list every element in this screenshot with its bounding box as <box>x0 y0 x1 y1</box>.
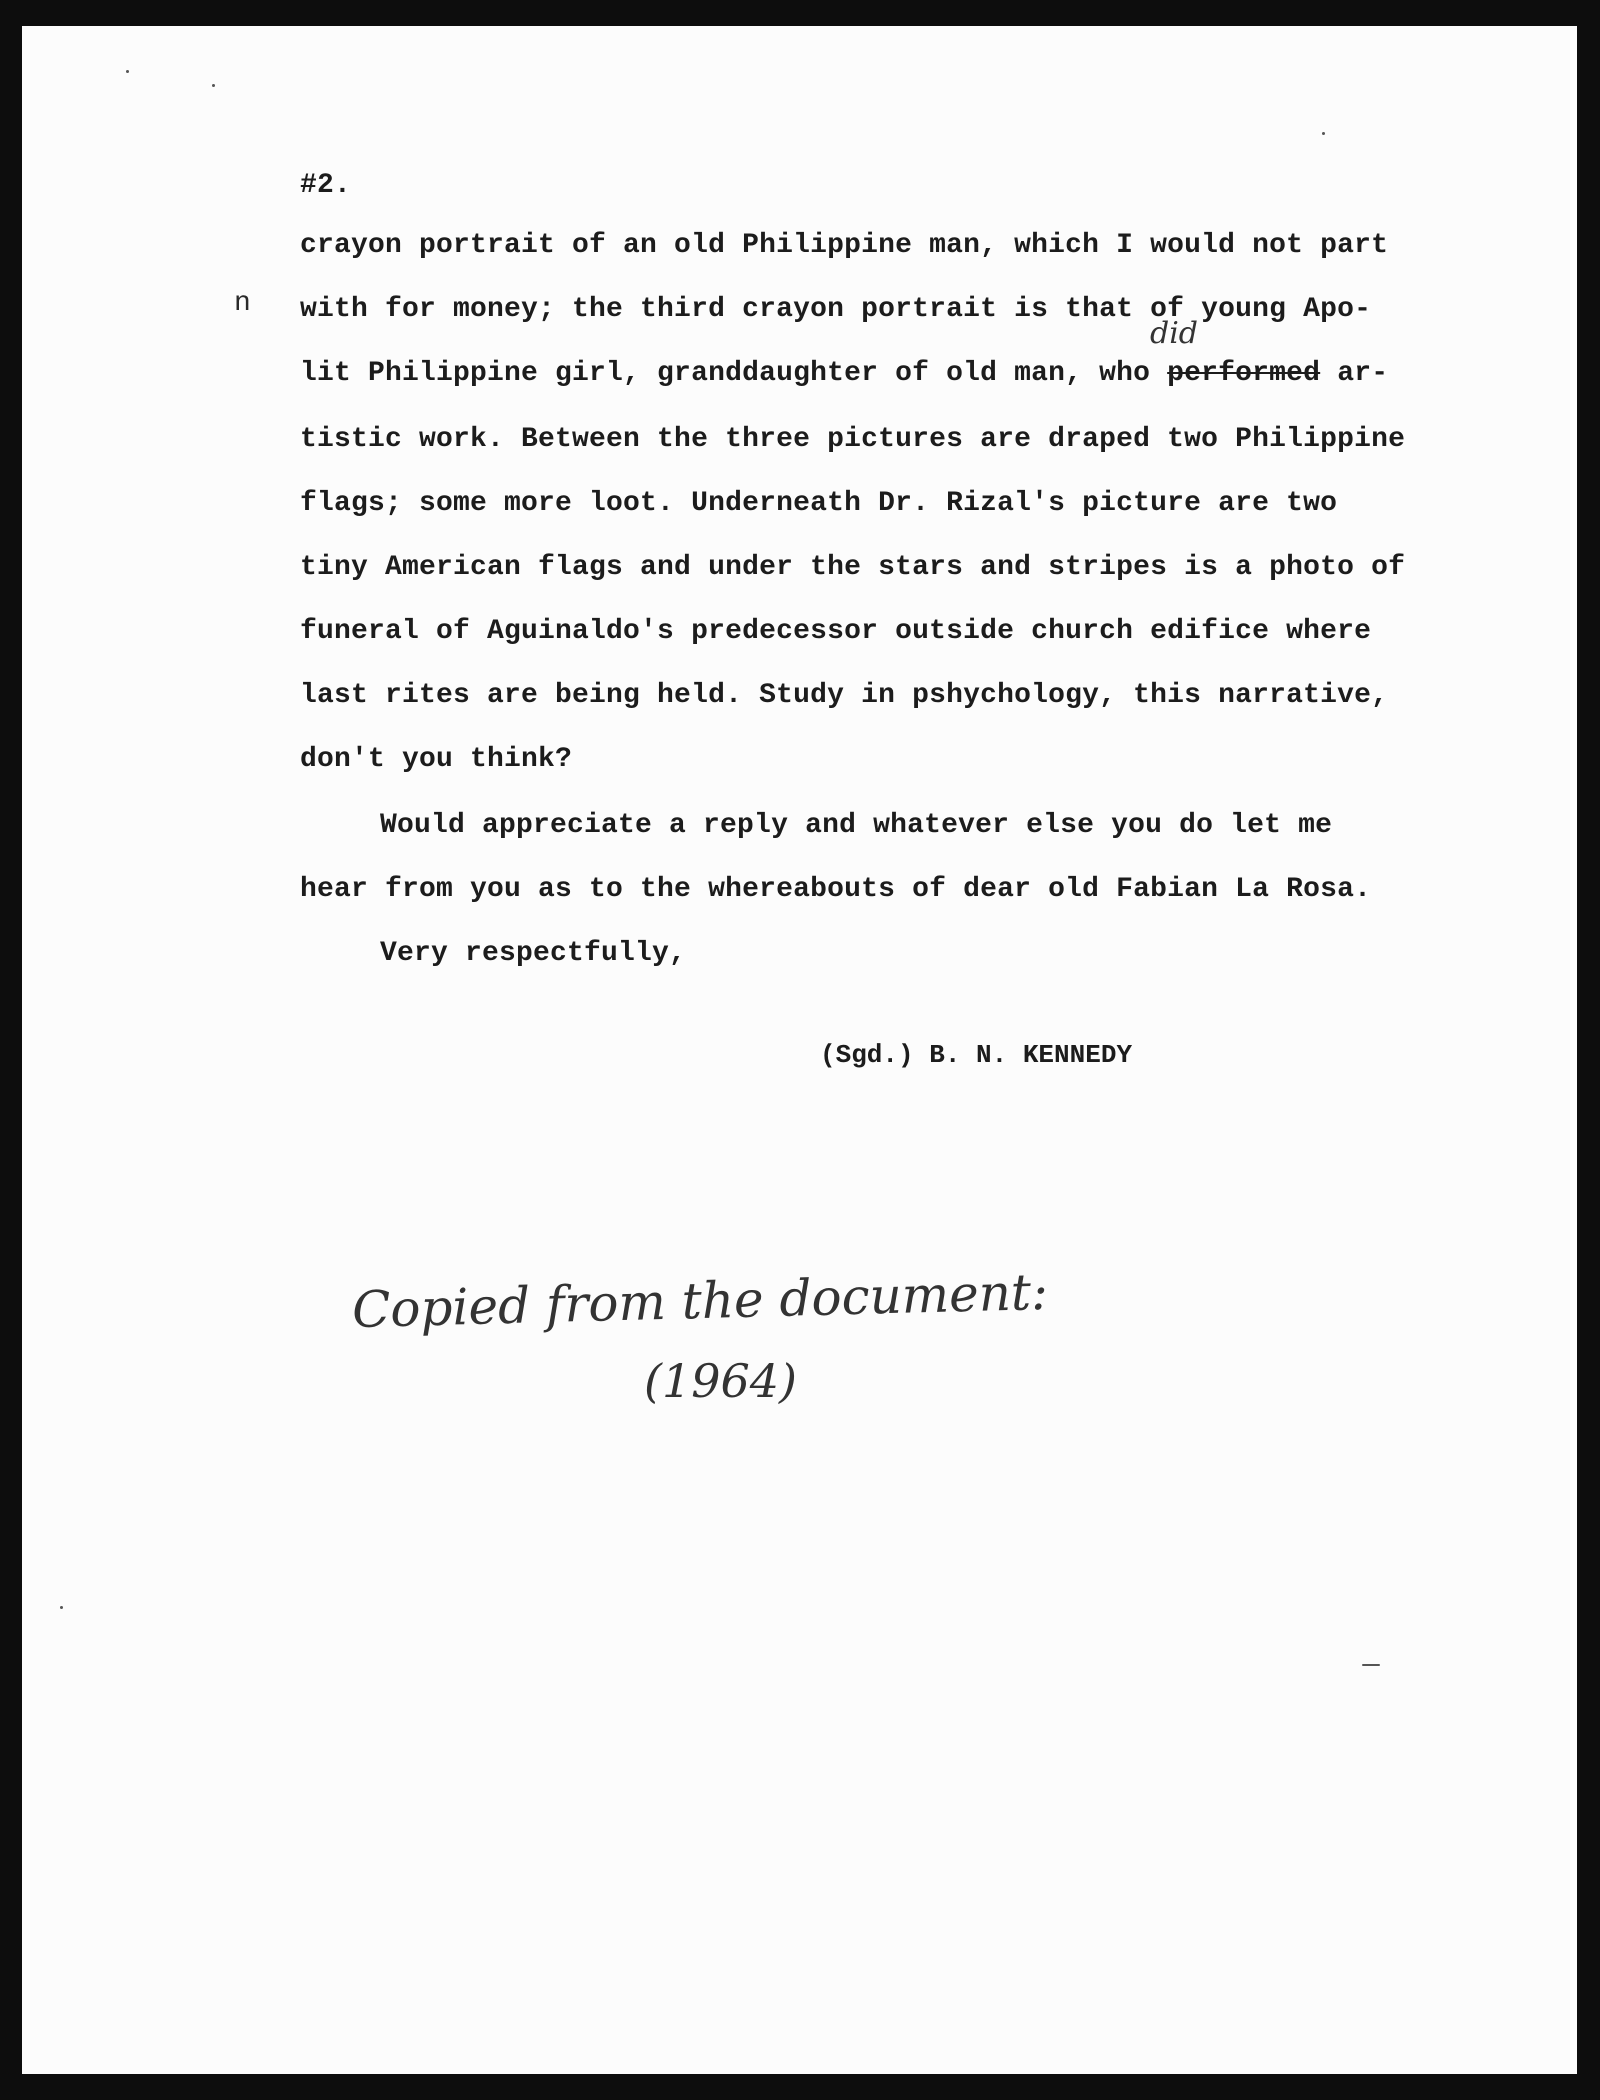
body-line: hear from you as to the whereabouts of dear old Fabian La Rosa. <box>300 874 1372 905</box>
scan-speck <box>126 70 129 73</box>
margin-note: n <box>234 288 251 319</box>
struck-word: performed <box>1167 358 1321 389</box>
body-line-tail: ar- <box>1337 358 1389 389</box>
scan-speck <box>60 1606 63 1609</box>
scan-speck <box>212 84 215 87</box>
body-line: flags; some more loot. Underneath Dr. Rizal's picture are two <box>300 488 1338 519</box>
body-line: Would appreciate a reply and whatever else you do let me <box>380 810 1333 841</box>
handwritten-note: Copied from the document: <box>351 1262 1049 1340</box>
body-line: last rites are being held. Study in pshychology, this narrative, <box>300 680 1389 711</box>
body-line-text: lit Philippine girl, granddaughter of old man, who <box>300 358 1151 389</box>
handwritten-insert: did <box>1150 316 1199 351</box>
body-line: with for money; the third crayon portrait is that of young Apo- <box>300 294 1372 325</box>
handwritten-year: (1964) <box>644 1354 797 1408</box>
scan-speck <box>1322 132 1325 135</box>
body-line: tistic work. Between the three pictures are draped two Philippine <box>300 424 1406 455</box>
body-line <box>300 358 1388 390</box>
signature: (Sgd.) B. N. KENNEDY <box>820 1040 1133 1070</box>
body-line: tiny American flags and under the stars and stripes is a photo of <box>300 552 1406 583</box>
body-line: don't you think? <box>300 744 573 775</box>
body-line: crayon portrait of an old Philippine man, which I would not part <box>300 230 1389 261</box>
document-page <box>22 26 1577 2074</box>
scan-speck <box>1362 1664 1380 1666</box>
page-number: #2. <box>300 170 352 201</box>
body-line: funeral of Aguinaldo's predecessor outside church edifice where <box>300 616 1372 647</box>
closing: Very respectfully, <box>380 938 687 969</box>
